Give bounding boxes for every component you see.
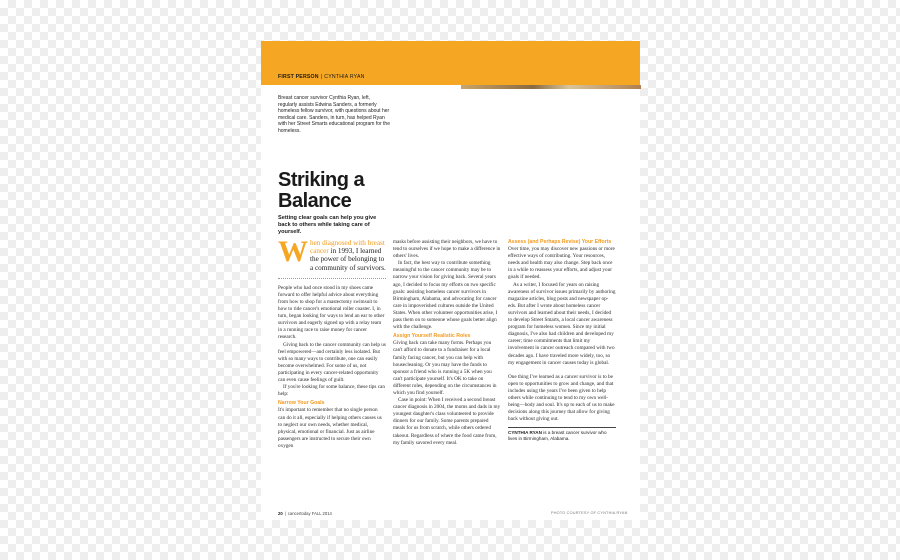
title-line-1: Striking a: [278, 169, 365, 191]
article-column-3: [508, 239, 616, 442]
publication-name: cancertoday: [287, 511, 311, 516]
body-paragraph: People who had once stood in my shoes came forward to offer helpful advice about everything from how to shop for a mastectomy swimsuit to how to ride cancer's emotional roller coaster. I, in turn, began looking for ways to lend an ear to other survivors and eagerly signed up with a relay team in a running race to raise money for cancer research.: [278, 284, 385, 341]
lede-text: in 1993, I learned the power of belonging to a community of survivors.: [310, 247, 386, 272]
body-paragraph: If you're looking for some balance, these tips can help:: [278, 384, 385, 398]
article-column-2: [393, 239, 501, 447]
bio-text: is a breast cancer survivor who lives in Birmingham, Alabama.: [508, 430, 607, 442]
section-kicker: [278, 74, 365, 80]
photo-strip: [461, 85, 641, 89]
footer-pipe: |: [284, 511, 286, 516]
magazine-page: [261, 41, 640, 520]
drop-cap: W: [278, 235, 308, 268]
body-paragraph: One thing I've learned as a cancer survivor is to be open to opportunities to grow and change, and that includes using the years I've been given to help others while continuing to tend to my own well-being—body and soul. It's up to each of us to make decisions along this journey that allow for giving back without giving out.: [508, 373, 615, 423]
body-paragraph: In fact, the best way to contribute something meaningful to the cancer community may be to narrow your vision for giving back. Several years ago, I decided to focus my efforts on two specific goals: assisting homeless cancer survivors in Birmingham, Alabama, and advocating for cancer care in impoverished cultures outside the United States. When other volunteer opportunities arise, I pass them on to someone whose goals better align with the challenge.: [393, 260, 498, 331]
photo-credit: PHOTO COURTESY OF CYNTHIA RYAN: [551, 511, 628, 515]
body-paragraph: Giving back to the cancer community can help us feel empowered—and certainly less isolated. But with so many ways to contribute, one can easily become overwhelmed. For some of us, not participating in every cancer-related opportunity can even cause feelings of guilt.: [278, 341, 386, 384]
body-paragraph: Over time, you may discover new passions or more effective ways of contributing. Your resources, needs and health may also change. Step back once in a while to reassess your efforts, and adjust your goals if needed.: [508, 246, 615, 281]
body-paragraph: As a writer, I focused for years on raising awareness of survivor issues primarily by authoring magazine articles, blog posts and newspaper op-eds. But after I wrote about homeless cancer survivors and learned about their needs, I decided to develop Street Smarts, a local cancer awareness program for homeless women. Since my initial diagnosis, I've also had children and developed my career; time commitments that limit my involvement in cancer outreach compared with two decades ago. I have traveled more widely, too, so my engagement in cancer causes today is global.: [508, 281, 616, 366]
subhead-realistic-roles: Assign Yourself Realistic Roles: [393, 333, 471, 340]
article-title: [278, 170, 408, 212]
kicker-author: CYNTHIA RYAN: [324, 74, 365, 80]
subhead-assess-efforts: Assess (and Perhaps Revise) Your Efforts: [508, 239, 612, 245]
lede-highlight: hen diagnosed with breast cancer: [310, 239, 385, 256]
title-line-2: Balance: [278, 190, 352, 212]
section-label: FIRST PERSON: [278, 74, 319, 80]
body-paragraph: masks before assisting their neighbors, we have to tend to ourselves if we hope to make a difference in others' lives.: [393, 239, 501, 260]
article-column-1: [278, 235, 386, 450]
article-deck: Setting clear goals can help you give back to others while taking care of yourself.: [278, 215, 377, 236]
photo-caption: Breast cancer survivor Cynthia Ryan, left, regularly assists Edwina Sanders, a formerly homeless fellow survivor, with questions about her medical care. Sanders, in turn, has helped Ryan with her Street Smarts educational program for the homeless.: [278, 95, 390, 134]
issue-label: FALL 2014: [311, 511, 332, 516]
page-footer: [278, 511, 332, 516]
paragraph-gap: [508, 367, 616, 374]
body-paragraph: Case in point: When I received a second breast cancer diagnosis in 2004, the moms and dads in my youngest daughter's class volunteered to provide dinners for our family. Some parents prepared meals for us from scratch, while others ordered takeout. Regardless of where the food came from, my family savored every meal.: [393, 397, 501, 446]
page-number: 20: [278, 511, 283, 516]
dotted-rule: [278, 278, 386, 279]
bio-name: CYNTHIA RYAN: [508, 430, 542, 436]
author-bio: [508, 427, 616, 442]
lede-paragraph: [278, 235, 386, 272]
body-paragraph: Giving back can take many forms. Perhaps you can't afford to donate to a fundraiser for a local family facing cancer, but you can help with housecleaning. Or you may have the funds to sponsor a friend who is running a 5K when you can't participate yourself. It's OK to take on different roles, depending on the circumstances in which you find yourself.: [393, 340, 497, 396]
kicker-separator: |: [320, 74, 323, 80]
subhead-narrow-goals: Narrow Your Goals: [278, 400, 325, 407]
body-paragraph: It's important to remember that no single person can do it all, especially if helping others causes us to neglect our own needs, whether medical, physical, emotional or financial. Just as airline passengers are instructed to secure their own oxygen: [278, 407, 382, 449]
